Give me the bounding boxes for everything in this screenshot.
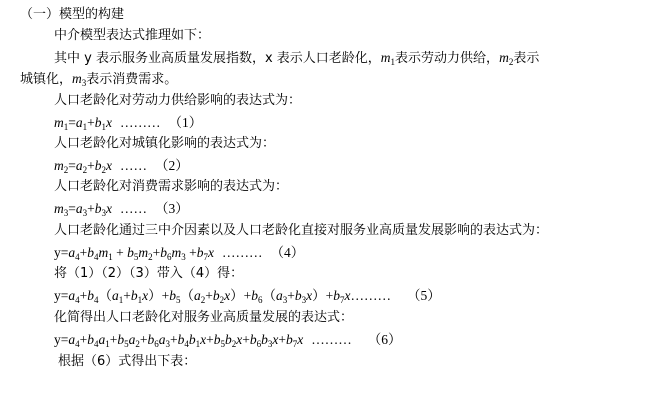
equation-4-label: 人口老龄化通过三中介因素以及人口老龄化直接对服务业高质量发展影响的表达式为： bbox=[54, 223, 549, 238]
equation-6-label: 化简得出人口老龄化对服务业高质量发展的表达式： bbox=[54, 310, 354, 325]
equation-1: $m_1=a_1+b_1x$ ……… （1） bbox=[54, 115, 203, 132]
equation-6: $y=a_4+b_4a_1+b_5a_2+b_6a_3+b_4b_1x+b_5b_2x+b_6b_3x+b_7x$ ……… （6） bbox=[54, 332, 402, 349]
section-heading: （一）模型的构建 bbox=[20, 7, 125, 22]
variable-description-line-2: 城镇化，$m_3$表示消费需求。 bbox=[20, 71, 178, 88]
equation-4: $y=a_4+b_4m_1 + b_5m_2+b_6m_3 +b_7x$ ……… （4） bbox=[54, 245, 305, 262]
var-m1: $m_1$ bbox=[380, 50, 396, 67]
equation-2: $m_2=a_2+b_2x$ …… （2） bbox=[54, 158, 189, 175]
equation-5: $y=a_4+b_4(a_1+b_1x)+b_5(a_2+b_2x)+b_6(a_3+b_3x)+b_7x\dots\dots\dots$ （5） bbox=[54, 288, 441, 305]
equation-1-label: 人口老龄化对劳动力供给影响的表达式为： bbox=[54, 93, 302, 108]
closing-text: 根据（6）式得出下表： bbox=[58, 354, 197, 369]
equation-3-label: 人口老龄化对消费需求影响的表达式为： bbox=[54, 179, 289, 194]
equation-3: $m_3=a_3+b_3x$ …… （3） bbox=[54, 201, 189, 218]
var-m2: $m_2$ bbox=[499, 50, 514, 67]
variable-description-line-1: 其中 y 表示服务业高质量发展指数，x 表示人口老龄化，$m_1$表示劳动力供给，$m_2$表示 bbox=[54, 50, 540, 67]
substitution-label: 将（1）（2）（3）带入（4）得： bbox=[54, 266, 244, 281]
equation-2-label: 人口老龄化对城镇化影响的表达式为： bbox=[54, 136, 276, 151]
intro-text: 中介模型表达式推理如下： bbox=[54, 28, 211, 43]
var-m3: $m_3$ bbox=[72, 71, 87, 88]
